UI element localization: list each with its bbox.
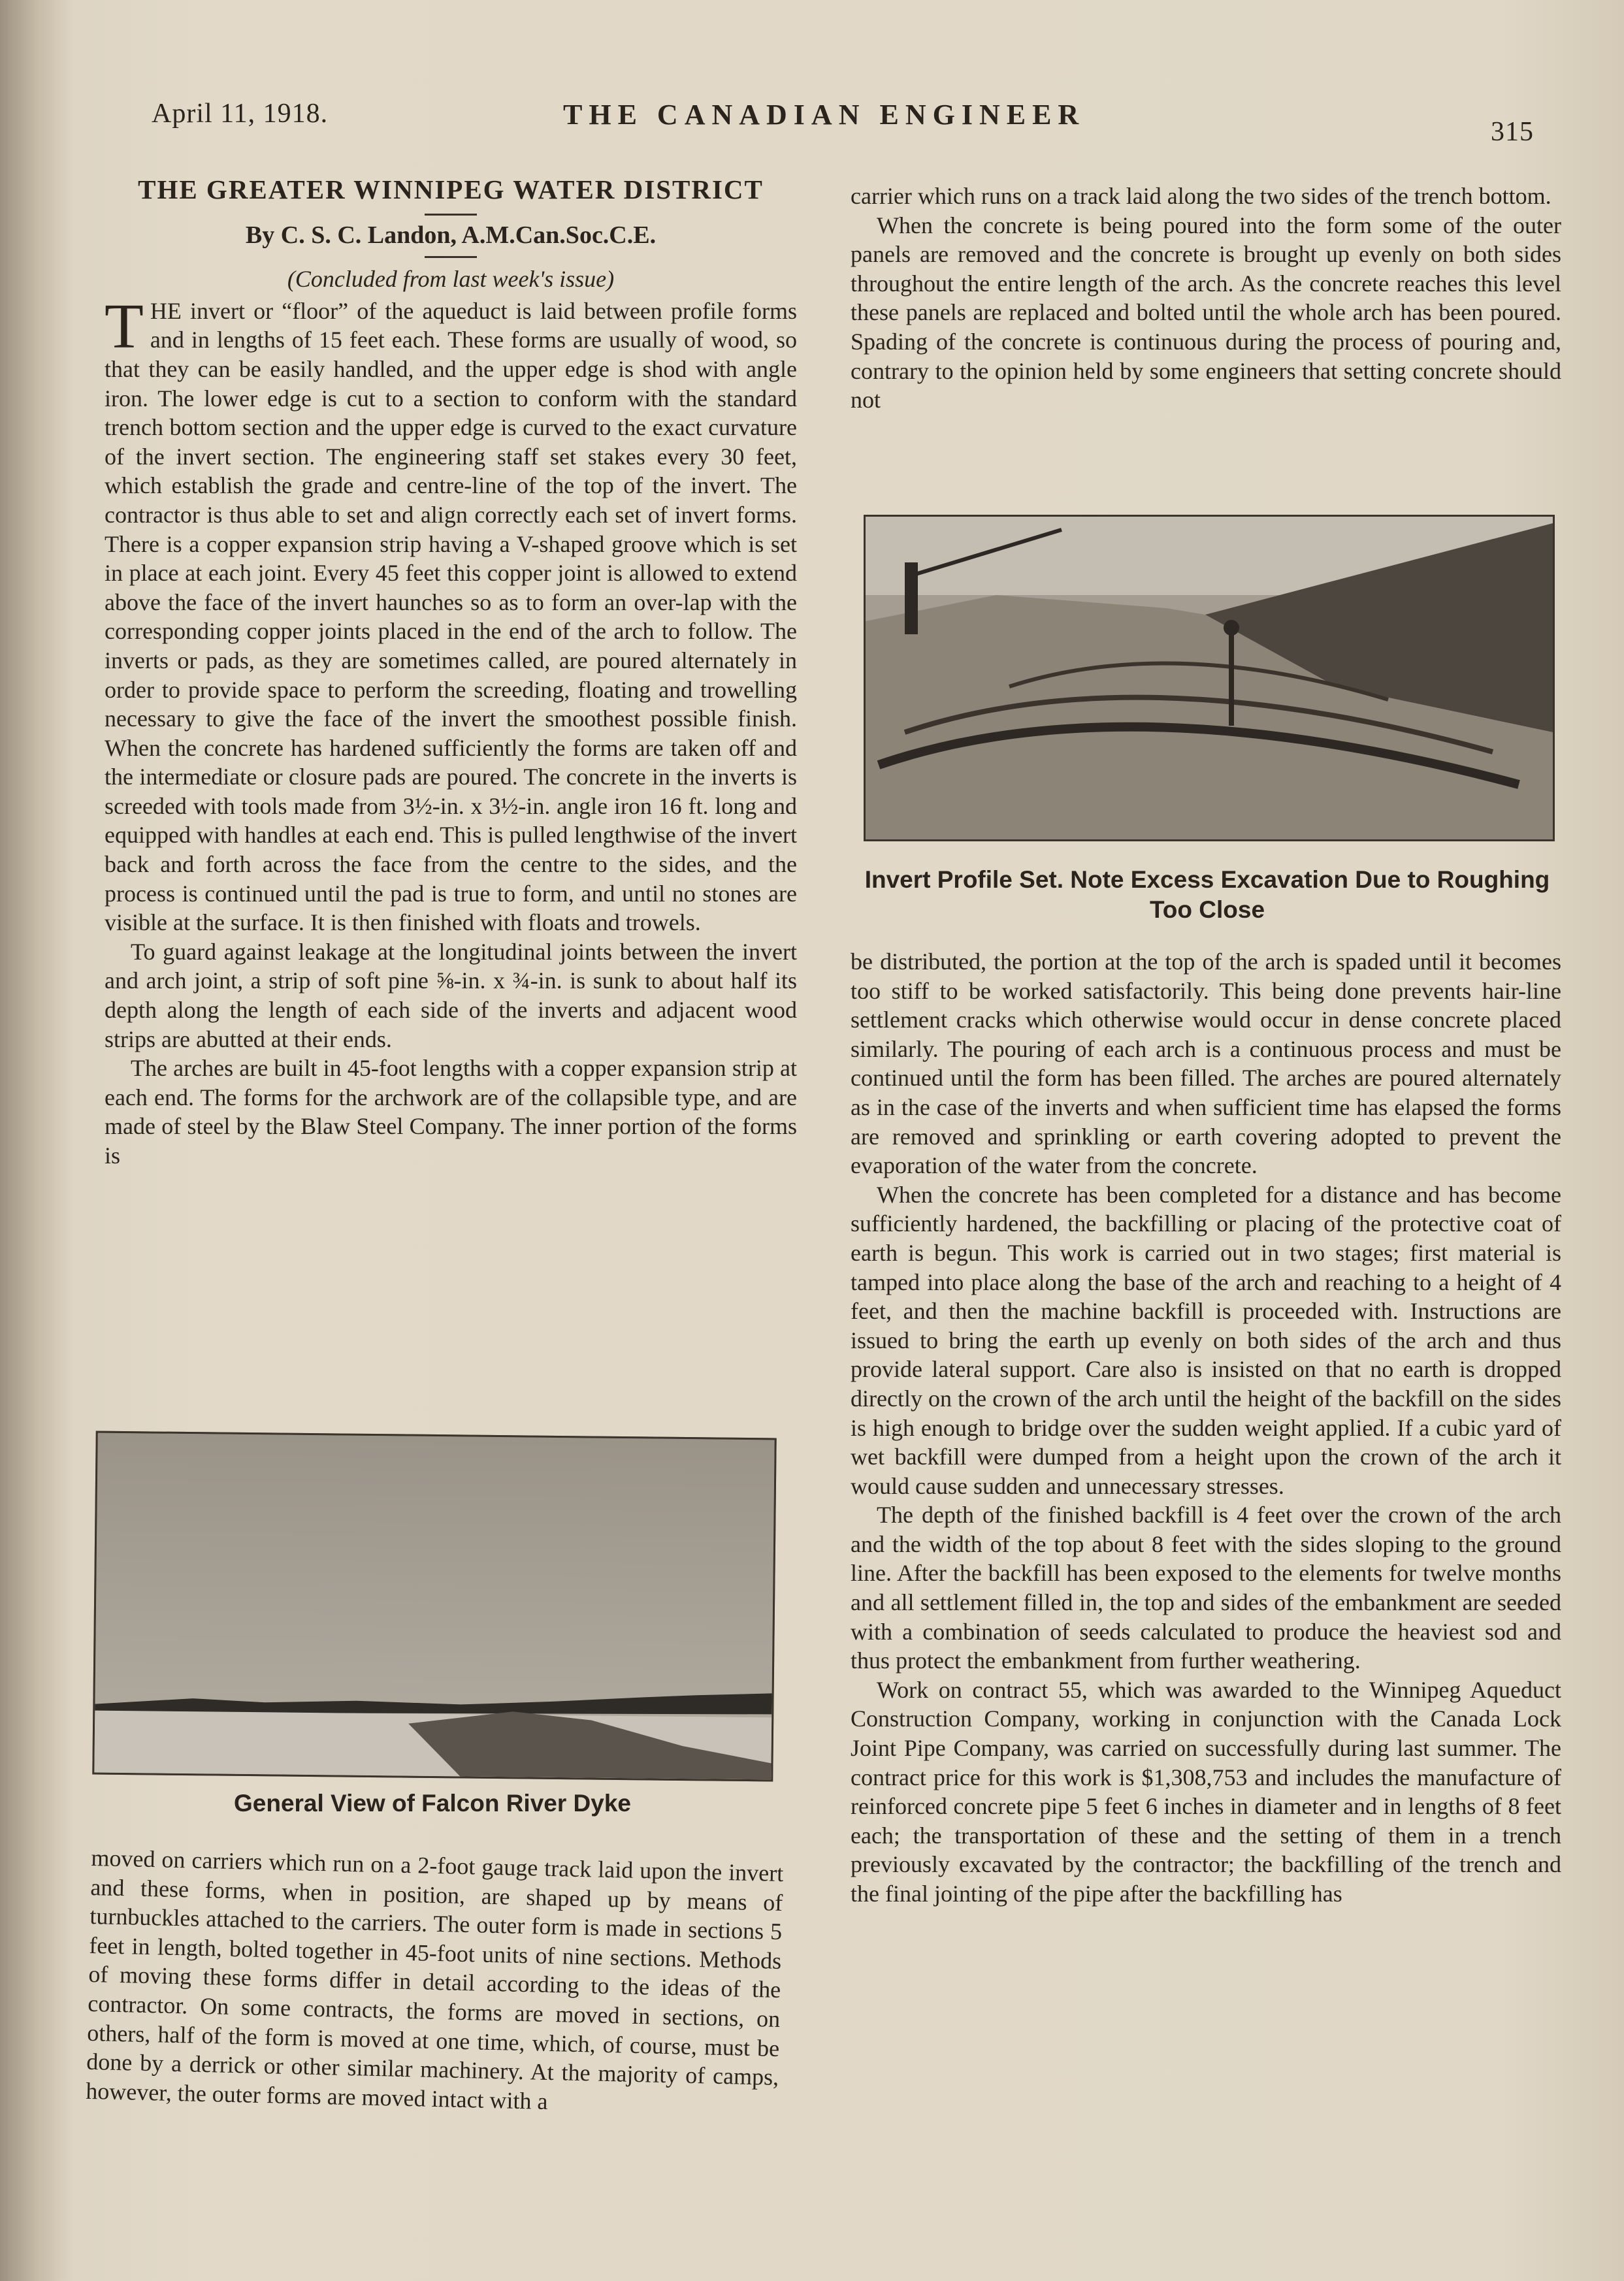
paragraph: When the concrete is being poured into the form some of the outer panels are removed and the concrete is brought up evenly on both sides throughout the entire length of the arch. As the concrete reaches this level these panels are replaced and bolted until the whole arch has been poured. Spading of the concrete is continuous during the process of pouring and, contrary to the opinion held by some engineers that setting concrete should not (851, 212, 1561, 413)
left-column (105, 175, 797, 1171)
paragraph: The depth of the finished backfill is 4 feet over the crown of the arch and the width of the top about 8 feet with the sides sloping to the ground line. After the backfill has been exposed to the elements for twelve months and all settlement filled in, the top and sides of the embankment are seeded with a combination of seeds calculated to produce the heaviest sod and thus protect the embankment from further weathering. (851, 1502, 1561, 1674)
paragraph: carrier which runs on a track laid along the two sides of the trench bottom. (851, 183, 1551, 209)
paragraph: THE invert or “floor” of the aqueduct is laid between profile forms and in lengths of 15 feet each. These forms are usually of wood, so that they can be easily handled, and the upper edge is shod with angle iron. The lower edge is cut to a section to conform with the standard trench bottom section and the upper edge is curved to the exact curvature of the invert section. The engineering staff set stakes every 30 feet, which establish the grade and centre-line of the top of the invert. The contractor is thus able to set and align correctly each set of invert forms. There is a copper expansion strip having a V-shaped groove which is set in place at each joint. Every 45 feet this copper joint is allowed to extend above the face of the invert haunches so as to form an over-lap with the corresponding copper joints placed in the end of the arch to follow. The inverts or pads, as they are sometimes called, are poured alternately in order to provide space to perform the screeding, floating and trowelling necessary to give the face of the invert the smoothest possible finish. When the concrete has hardened sufficiently the forms are taken off and the intermediate or closure pads are poured. The concrete in the inverts is screeded with tools made from 3½-in. x 3½-in. angle iron 16 ft. long and equipped with handles at each end. This is pulled lengthwise of the invert back and forth across the face from the centre to the sides, and the process is continued until the pad is true to form, and until no stones are visible at the surface. It is then finished with floats and trowels. (105, 291, 797, 936)
issue-date: April 11, 1918. (152, 99, 329, 129)
article-title: THE GREATER WINNIPEG WATER DISTRICT (138, 174, 764, 204)
paragraph: Work on contract 55, which was awarded to the Winnipeg Aqueduct Construction Company, working in conjunction with the Canada Lock Joint Pipe Company, was carried on successfully during last summer. The contract price for this work is $1,308,753 and includes the manufacture of reinforced concrete pipe 5 feet 6 inches in diameter and in lengths of 8 feet each; the transportation of these and the setting of them in a trench previously excavated by the contractor; the backfilling of the trench and the final jointing of the pipe after the backfilling has (851, 1676, 1561, 1907)
figure-caption-falcon-river-dyke: General View of Falcon River Dyke (233, 1790, 631, 1817)
byline-rule (425, 256, 477, 258)
figure-caption-invert-profile-set: Invert Profile Set. Note Excess Excavation Due to Roughing Too Close (864, 866, 1550, 923)
page-number: 315 (1491, 117, 1534, 147)
photo-falcon-river-dyke (92, 1431, 776, 1782)
article-byline: By C. S. C. Landon, A.M.Can.Soc.C.E. (245, 221, 657, 249)
photo-invert-profile-set (864, 515, 1555, 841)
paragraph: be distributed, the portion at the top of the arch is spaded until it becomes too stiff to be worked satisfactorily. This being done prevents hair-line settlement cracks which otherwise would occur in dense concrete placed similarly. The pouring of each arch is a continuous process and must be continued until the form has been filled. The arches are poured alternately as in the case of the inverts and when sufficient time has elapsed the forms are removed and sprinkling or earth covering adopted to prevent the evaporation of the water from the concrete. (851, 948, 1561, 1179)
right-column-continued (851, 947, 1561, 1909)
right-column (851, 182, 1561, 415)
left-column-continued (86, 1843, 784, 2121)
paragraph: moved on carriers which run on a 2-foot gauge track laid upon the invert and these forms, when in position, are shaped up by means of turnbuckles attached to the carriers. The outer form is made in sections 5 feet in length, bolted together in 45-foot units of nine sections. Methods of moving these forms differ in detail according to the ideas of the contractor. On some contracts, the forms are moved in sections, on others, half of the form is moved at one time, which, of course, must be done by a derrick or other similar machinery. At the majority of camps, however, the outer forms are moved intact with a (85, 1844, 784, 2114)
journal-title: THE CANADIAN ENGINEER (563, 99, 1086, 131)
continued-note: (Concluded from last week's issue) (287, 266, 615, 293)
paragraph: The arches are built in 45-foot lengths with a copper expansion strip at each end. The forms for the archwork are of the collapsible type, and are made of steel by the Blaw Steel Company. The inner portion of the forms is (105, 1055, 797, 1169)
page-gutter-shadow (0, 0, 72, 2281)
paragraph: To guard against leakage at the longitudinal joints between the invert and arch joint, a strip of soft pine ⅝-in. x ¾-in. is sunk to about half its depth along the length of each side of the inverts and adjacent wood strips are abutted at their ends. (105, 938, 797, 1052)
paragraph: When the concrete has been completed for a distance and has become sufficiently hardened, the backfilling or placing of the protective coat of earth is begun. This work is carried out in two stages; first material is tamped into place along the base of the arch and reaching to a height of 4 feet, and then the machine backfill is proceeded with. Instructions are issued to bring the earth up evenly on both sides of the arch and thus provide lateral support. Care also is insisted on that no earth is dropped directly on the crown of the arch until the height of the backfill on the sides is high enough to bridge over the sudden weight applied. If a cubic yard of wet backfill were dumped from a height upon the crown of the arch it would cause sudden and unnecessary stresses. (851, 1181, 1561, 1499)
drop-cap: T (105, 291, 144, 362)
title-rule (425, 214, 477, 216)
